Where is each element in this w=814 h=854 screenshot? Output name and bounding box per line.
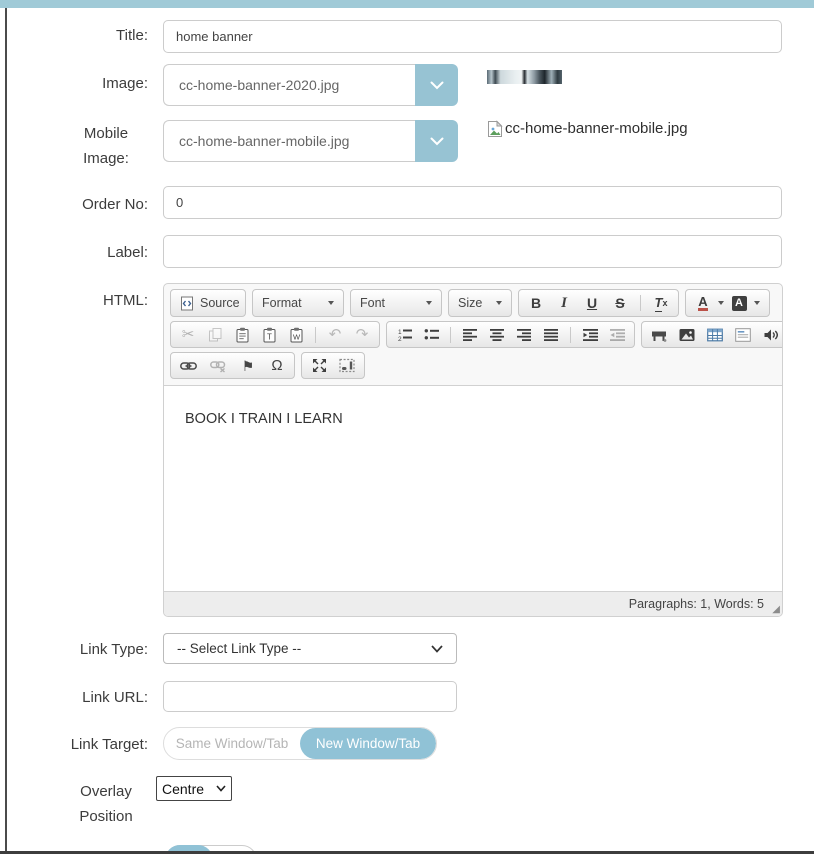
cut-icon[interactable]: ✂ <box>181 325 195 343</box>
paste-icon[interactable] <box>234 325 250 345</box>
table-icon[interactable] <box>707 325 723 345</box>
background-color-button[interactable]: A <box>731 293 747 313</box>
image-select-value[interactable]: cc-home-banner-2020.jpg <box>163 64 415 106</box>
paste-from-word-icon[interactable] <box>288 325 304 345</box>
align-left-icon[interactable] <box>462 325 478 345</box>
toolbar-separator <box>450 327 451 343</box>
outdent-icon[interactable] <box>609 325 625 345</box>
mobile-image-broken-preview <box>487 120 688 138</box>
show-blocks-icon[interactable] <box>339 356 355 376</box>
italic-button[interactable]: I <box>561 294 567 311</box>
editor-toolbar <box>164 284 782 385</box>
select-chevron-icon <box>216 785 226 792</box>
audio-icon[interactable] <box>763 325 779 345</box>
image-select[interactable] <box>163 64 458 106</box>
broken-image-alt-text: cc-home-banner-mobile.jpg <box>505 120 688 137</box>
title-label: Title: <box>116 27 148 44</box>
label-input[interactable] <box>163 235 782 268</box>
html-label: HTML: <box>103 292 148 309</box>
toolbar-separator <box>570 327 571 343</box>
editor-word-count: Paragraphs: 1, Words: 5 <box>628 597 764 611</box>
svg-text:1: 1 <box>397 328 402 336</box>
link-type-selected-value: -- Select Link Type -- <box>177 641 302 656</box>
mobile-image-select-value[interactable]: cc-home-banner-mobile.jpg <box>163 120 415 162</box>
caret-down-icon <box>718 301 724 305</box>
link-type-select[interactable] <box>163 633 457 664</box>
svg-text:T: T <box>266 332 272 341</box>
bold-button[interactable]: B <box>530 295 542 311</box>
link-target-option-same[interactable]: Same Window/Tab <box>175 736 289 751</box>
caret-down-icon <box>496 301 502 305</box>
chevron-down-icon <box>430 81 444 90</box>
source-button[interactable] <box>170 289 246 317</box>
source-icon <box>180 296 194 311</box>
editor-status-bar <box>164 591 782 616</box>
title-input[interactable] <box>163 20 782 53</box>
image-icon[interactable] <box>679 325 695 345</box>
indent-icon[interactable] <box>582 325 598 345</box>
editor-content-text: BOOK I TRAIN I LEARN <box>185 411 343 427</box>
caret-down-icon <box>328 301 334 305</box>
link-target-toggle <box>163 727 437 760</box>
image-label: Image: <box>102 75 148 92</box>
link-target-label: Link Target: <box>70 736 148 753</box>
redo-icon[interactable]: ↷ <box>355 325 369 343</box>
anchor-flag-icon[interactable]: ⚑ <box>241 357 255 374</box>
overlay-position-selected-value: Centre <box>162 780 205 797</box>
size-combo[interactable] <box>448 289 512 317</box>
link-type-label: Link Type: <box>79 641 148 658</box>
link-target-option-new[interactable]: New Window/Tab <box>300 728 436 759</box>
format-combo-label: Format <box>262 296 302 310</box>
order-no-input[interactable] <box>163 186 782 219</box>
broken-image-icon <box>487 120 503 138</box>
link-url-input[interactable] <box>163 681 457 712</box>
select-chevron-icon <box>431 645 443 653</box>
underline-button[interactable]: U <box>586 295 598 311</box>
svg-text:W: W <box>292 332 300 341</box>
image-select-dropdown-button[interactable] <box>415 64 458 106</box>
copy-icon[interactable] <box>207 325 223 345</box>
text-color-button[interactable]: A <box>698 294 708 309</box>
caret-down-icon <box>754 301 760 305</box>
format-combo[interactable] <box>252 289 344 317</box>
maximize-icon[interactable] <box>311 356 327 376</box>
unlink-icon[interactable] <box>210 356 227 376</box>
size-combo-label: Size <box>458 296 483 310</box>
media-icon[interactable] <box>651 325 667 345</box>
font-combo[interactable] <box>350 289 442 317</box>
overlay-position-label: Overlay Position <box>79 783 133 825</box>
strikethrough-button[interactable]: S <box>615 295 625 311</box>
undo-icon[interactable]: ↶ <box>328 325 342 343</box>
align-right-icon[interactable] <box>516 325 532 345</box>
link-icon[interactable] <box>180 356 197 376</box>
link-url-label: Link URL: <box>82 689 148 706</box>
chevron-down-icon <box>430 137 444 146</box>
div-container-icon[interactable] <box>735 325 751 345</box>
toolbar-separator <box>640 295 641 311</box>
page-top-accent-bar <box>0 0 814 8</box>
toolbar-separator <box>315 327 316 343</box>
order-no-label: Order No: <box>82 196 148 213</box>
mobile-image-select[interactable] <box>163 120 458 162</box>
justify-icon[interactable] <box>543 325 559 345</box>
source-button-label: Source <box>200 296 240 310</box>
special-character-icon[interactable]: Ω <box>271 356 283 374</box>
mobile-image-label: Mobile Image: <box>83 125 129 167</box>
numbered-list-icon[interactable] <box>396 325 412 345</box>
image-thumbnail <box>487 70 562 84</box>
font-combo-label: Font <box>360 296 386 310</box>
html-richtext-editor <box>163 283 783 617</box>
bulleted-list-icon[interactable] <box>423 325 439 345</box>
resize-handle-icon[interactable]: ◢ <box>772 604 780 615</box>
label-label: Label: <box>107 244 148 261</box>
overlay-position-select[interactable] <box>156 776 232 801</box>
svg-text:2: 2 <box>397 335 402 342</box>
caret-down-icon <box>426 301 432 305</box>
align-center-icon[interactable] <box>489 325 505 345</box>
frame-left-border <box>5 8 7 854</box>
mobile-image-select-dropdown-button[interactable] <box>415 120 458 162</box>
editor-content-area[interactable] <box>164 385 782 591</box>
remove-format-button[interactable]: T x <box>654 294 668 310</box>
paste-plain-text-icon[interactable] <box>261 325 277 345</box>
